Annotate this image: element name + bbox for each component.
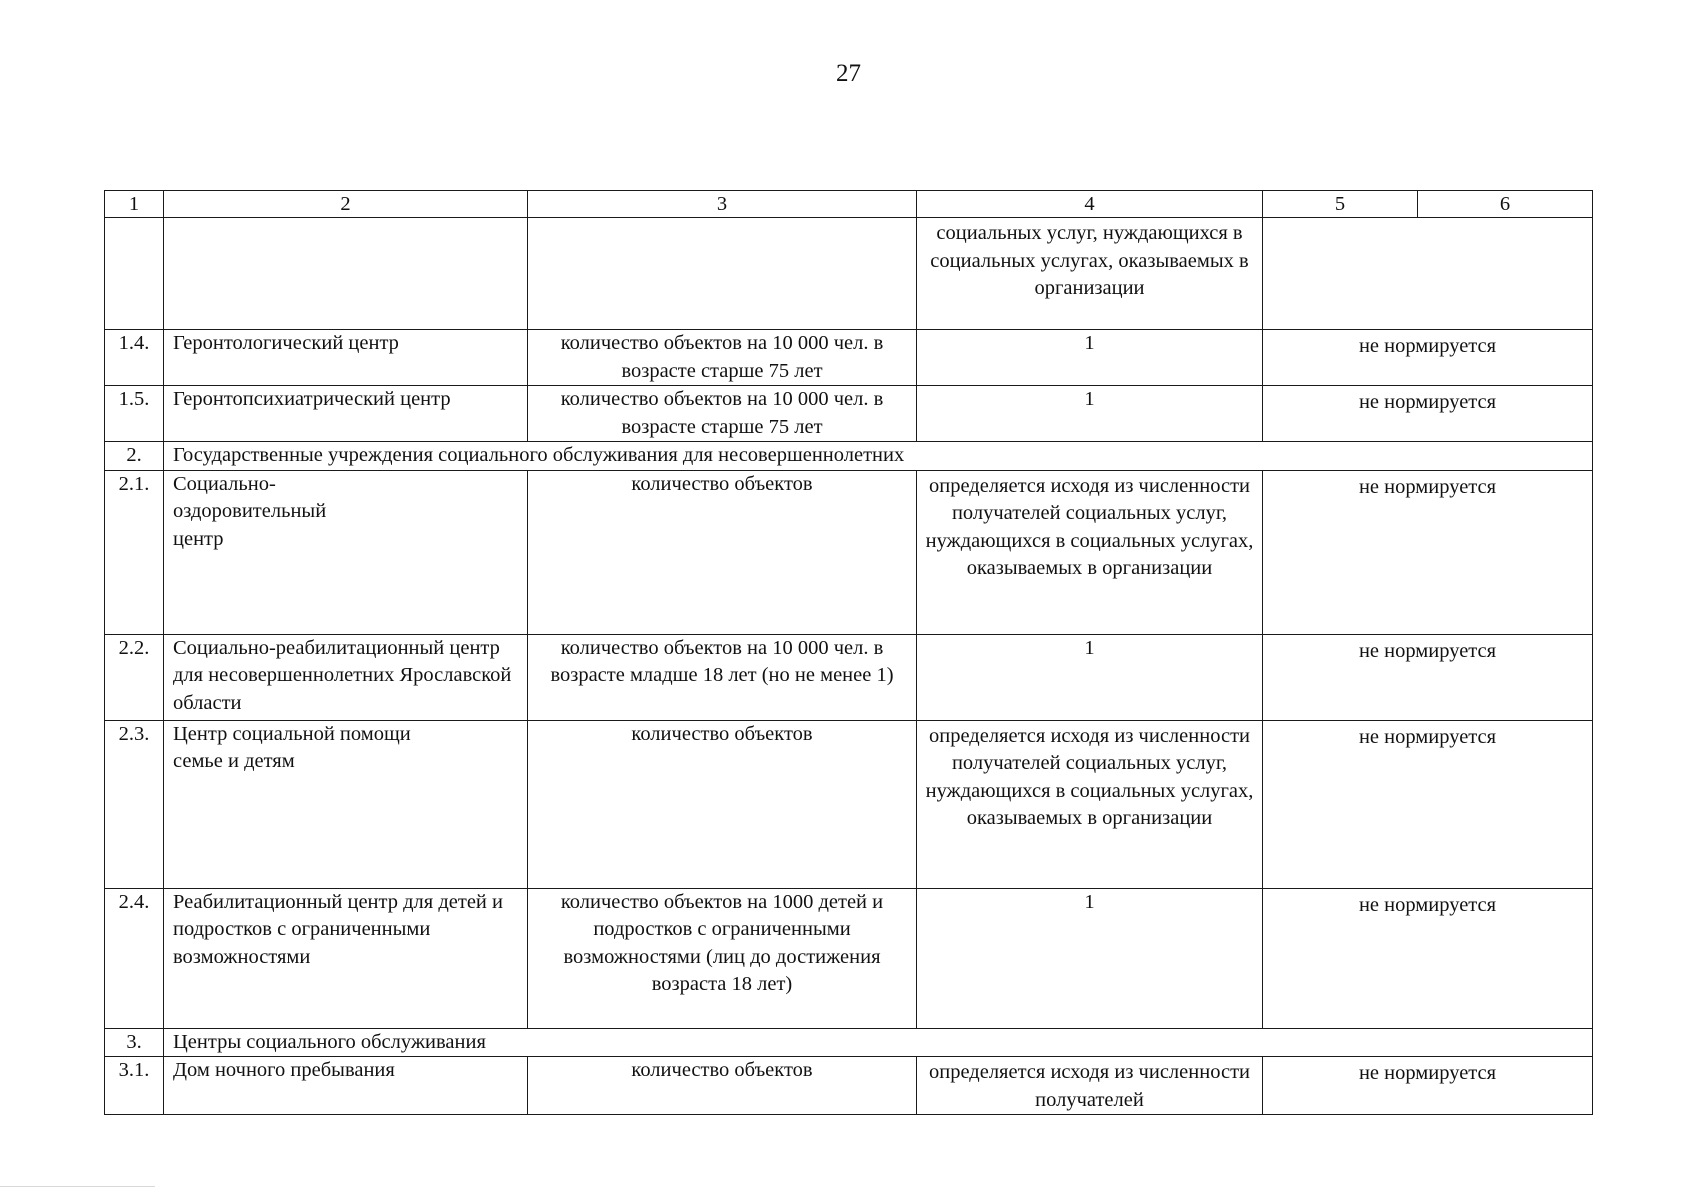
row-number	[105, 218, 164, 330]
table-row	[105, 720, 1593, 888]
section-row	[105, 442, 1593, 471]
table-row	[105, 218, 1593, 330]
row-number: 2.3.	[105, 720, 164, 888]
facility-name: Центр социальной помощи семье и детям	[164, 720, 528, 888]
indicator-cell: количество объектов на 10 000 чел. в возрасте младше 18 лет (но не менее 1)	[528, 634, 917, 720]
norm-cell: не нормируется	[1263, 470, 1593, 634]
table-row	[105, 1057, 1593, 1115]
row-number: 1.4.	[105, 330, 164, 386]
facility-name: Геронтопсихиатрический центр	[164, 386, 528, 442]
header-cell-4: 4	[917, 191, 1263, 218]
value-cell: 1	[917, 386, 1263, 442]
indicator-cell: количество объектов	[528, 1057, 917, 1115]
table-header-row	[105, 191, 1593, 218]
section-title: Государственные учреждения социального обслуживания для несовершеннолетних	[164, 442, 1593, 471]
value-cell: 1	[917, 634, 1263, 720]
norm-cell: не нормируется	[1263, 634, 1593, 720]
table-row	[105, 330, 1593, 386]
norm-cell	[1263, 218, 1593, 330]
header-cell-2: 2	[164, 191, 528, 218]
header-cell-5: 5	[1263, 191, 1418, 218]
section-number: 2.	[105, 442, 164, 471]
table-row	[105, 634, 1593, 720]
indicator-cell: количество объектов на 10 000 чел. в возрасте старше 75 лет	[528, 386, 917, 442]
row-number: 2.4.	[105, 888, 164, 1028]
table-row	[105, 470, 1593, 634]
norm-cell: не нормируется	[1263, 386, 1593, 442]
row-number: 2.2.	[105, 634, 164, 720]
indicator-cell	[528, 218, 917, 330]
value-cell: 1	[917, 888, 1263, 1028]
facility-name: Социально-оздоровительный центр	[164, 470, 528, 634]
scan-edge-line	[0, 1186, 155, 1187]
facility-name: Реабилитационный центр для детей и подростков с ограниченными возможностями	[164, 888, 528, 1028]
row-number: 3.1.	[105, 1057, 164, 1115]
value-cell: определяется исходя из численности получателей социальных услуг, нуждающихся в социальных услугах, оказываемых в организации	[917, 470, 1263, 634]
row-number: 1.5.	[105, 386, 164, 442]
table-row	[105, 386, 1593, 442]
value-cell: социальных услуг, нуждающихся в социальных услугах, оказываемых в организации	[917, 218, 1263, 330]
norm-cell: не нормируется	[1263, 1057, 1593, 1115]
header-cell-6: 6	[1418, 191, 1593, 218]
row-number: 2.1.	[105, 470, 164, 634]
facility-name	[164, 218, 528, 330]
norms-table	[104, 190, 1593, 1115]
facility-name: Геронтологический центр	[164, 330, 528, 386]
norm-cell: не нормируется	[1263, 720, 1593, 888]
indicator-cell: количество объектов на 10 000 чел. в возрасте старше 75 лет	[528, 330, 917, 386]
value-cell: определяется исходя из численности получателей	[917, 1057, 1263, 1115]
value-cell: 1	[917, 330, 1263, 386]
header-cell-1: 1	[105, 191, 164, 218]
section-number: 3.	[105, 1028, 164, 1057]
table-row	[105, 888, 1593, 1028]
facility-name: Дом ночного пребывания	[164, 1057, 528, 1115]
indicator-cell: количество объектов	[528, 470, 917, 634]
indicator-cell: количество объектов на 1000 детей и подростков с ограниченными возможностями (лиц до достижения возраста 18 лет)	[528, 888, 917, 1028]
indicator-cell: количество объектов	[528, 720, 917, 888]
norm-cell: не нормируется	[1263, 888, 1593, 1028]
facility-name: Социально-реабилитационный центр для несовершеннолетних Ярославской области	[164, 634, 528, 720]
section-title: Центры социального обслуживания	[164, 1028, 1593, 1057]
value-cell: определяется исходя из численности получателей социальных услуг, нуждающихся в социальных услугах, оказываемых в организации	[917, 720, 1263, 888]
norm-cell: не нормируется	[1263, 330, 1593, 386]
section-row	[105, 1028, 1593, 1057]
header-cell-3: 3	[528, 191, 917, 218]
page-number: 27	[836, 60, 861, 87]
